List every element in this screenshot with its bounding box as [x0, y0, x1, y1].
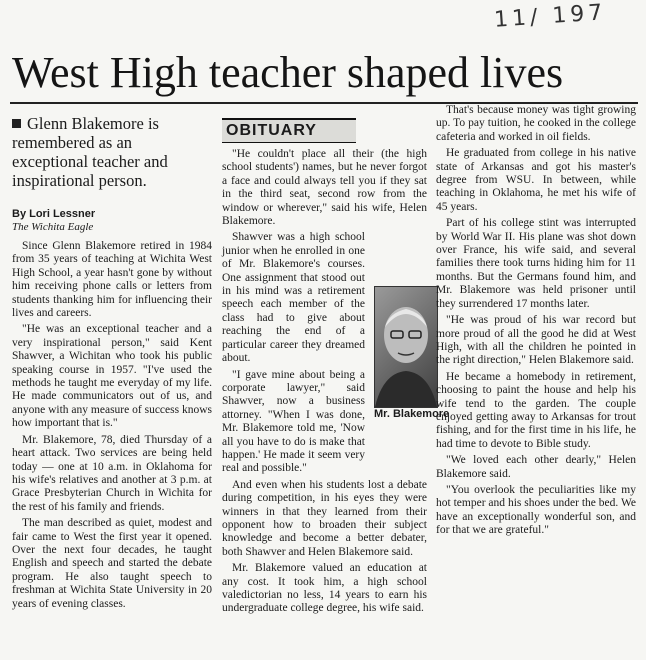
- paragraph: Shawver was a high school junior when he enrolled in one of Mr. Blakemore's courses. One assignment that stood out in his mind was a retirement speech each member of the class had to give about reaching the end of a particular career they dreamed about.: [222, 231, 365, 365]
- deck: [12, 114, 212, 190]
- paragraph: He became a homebody in retirement, choosing to paint the house and help his wife tend to the garden. The couple enjoyed getting away to Arkansas for trout fishing, and for the first time in his life, he had time to devote to Bible study.: [436, 370, 636, 450]
- paragraph: He graduated from college in his native state of Arkansas and got his master's degree from WSU. In between, while teaching in Oklahoma, he met his wife of 45 years.: [436, 147, 636, 213]
- column-3: [436, 104, 636, 541]
- handwritten-date: 11/ 197: [492, 0, 607, 33]
- deck-text: Glenn Blakemore is remembered as an exceptional teacher and inspirational person.: [12, 114, 168, 190]
- portrait-photo: [374, 286, 438, 408]
- paragraph: "You overlook the peculiarities like my hot temper and his shoes under the bed. We have an exceptionally wonderful son, and for that we are grateful.": [436, 483, 636, 537]
- photo-caption: Mr. Blakemore: [374, 408, 450, 420]
- bullet-square-icon: [12, 119, 21, 128]
- paragraph: Part of his college stint was interrupted by World War II. His plane was shot down over France, his wife said, and several families there took turns hiding him for 11 months. But the Germans found him, and Mr. Blakemore was held prisoner until they surrendered 17 months later.: [436, 217, 636, 310]
- source: The Wichita Eagle: [12, 221, 94, 233]
- paragraph: And even when his students lost a debate during competition, in his eyes they were winners in that they learned from their opponent how to broaden their subject knowledge and become a better debater, both Shawver and Helen Blakemore said.: [222, 478, 427, 558]
- paragraph: The man described as quiet, modest and fair came to West the first year it opened. Over the next four decades, he taught English and speech and started the debate program. He also taught speech to freshman at Wichita State University in 20 years of evening classes.: [12, 517, 212, 610]
- paragraph: "He couldn't place all their (the high school students') names, but he never forgot a face and could always tell you if they sat in the third seat, second row from the window or wherever," said his wife, Helen Blakemore.: [222, 148, 427, 228]
- paragraph: "He was an exceptional teacher and a very inspirational person," said Kent Shawver, a Wichitan who took his public speaking course in 1957. "I've used the methods he taught me everyday of my life. He made communicators out of us, and anyone with any measure of success knows how important that is.": [12, 323, 212, 430]
- paragraph: "He was proud of his war record but more proud of all the good he did at West High, with all the children he pointed in the right direction," Helen Blakemore said.: [436, 314, 636, 367]
- column-1: [12, 240, 212, 614]
- headline: West High teacher shaped lives: [12, 48, 564, 97]
- byline: By Lori Lessner: [12, 208, 96, 220]
- paragraph: "I gave mine about being a corporate lawyer," said Shawver, now a business attorney. "When I was done, Mr. Blakemore told me, 'Now all you have to do is make that happen.' He made it seem very real and possible.": [222, 368, 365, 475]
- paragraph: Since Glenn Blakemore retired in 1984 from 35 years of teaching at Wichita West High School, a year hasn't gone by without him receiving phone calls or letters from students thanking him for influencing their lives and careers.: [12, 240, 212, 320]
- portrait-icon: [375, 287, 437, 407]
- paragraph: "We loved each other dearly," Helen Blakemore said.: [436, 454, 636, 480]
- section-label: OBITUARY: [222, 118, 356, 143]
- paragraph: Mr. Blakemore valued an education at any cost. It took him, a high school valedictorian no less, 14 years to earn his undergraduate college degree, his wife said.: [222, 562, 427, 615]
- paragraph: That's because money was tight growing up. To pay tuition, he cooked in the college cafeteria and worked in oil fields.: [436, 104, 636, 143]
- paragraph: Mr. Blakemore, 78, died Thursday of a heart attack. Two services are being held today — one at 10 a.m. in Oklahoma for his wife's relatives and another at 3 p.m. at Grace Presbyterian Church in Wichita for the rest of his family and friends.: [12, 433, 212, 513]
